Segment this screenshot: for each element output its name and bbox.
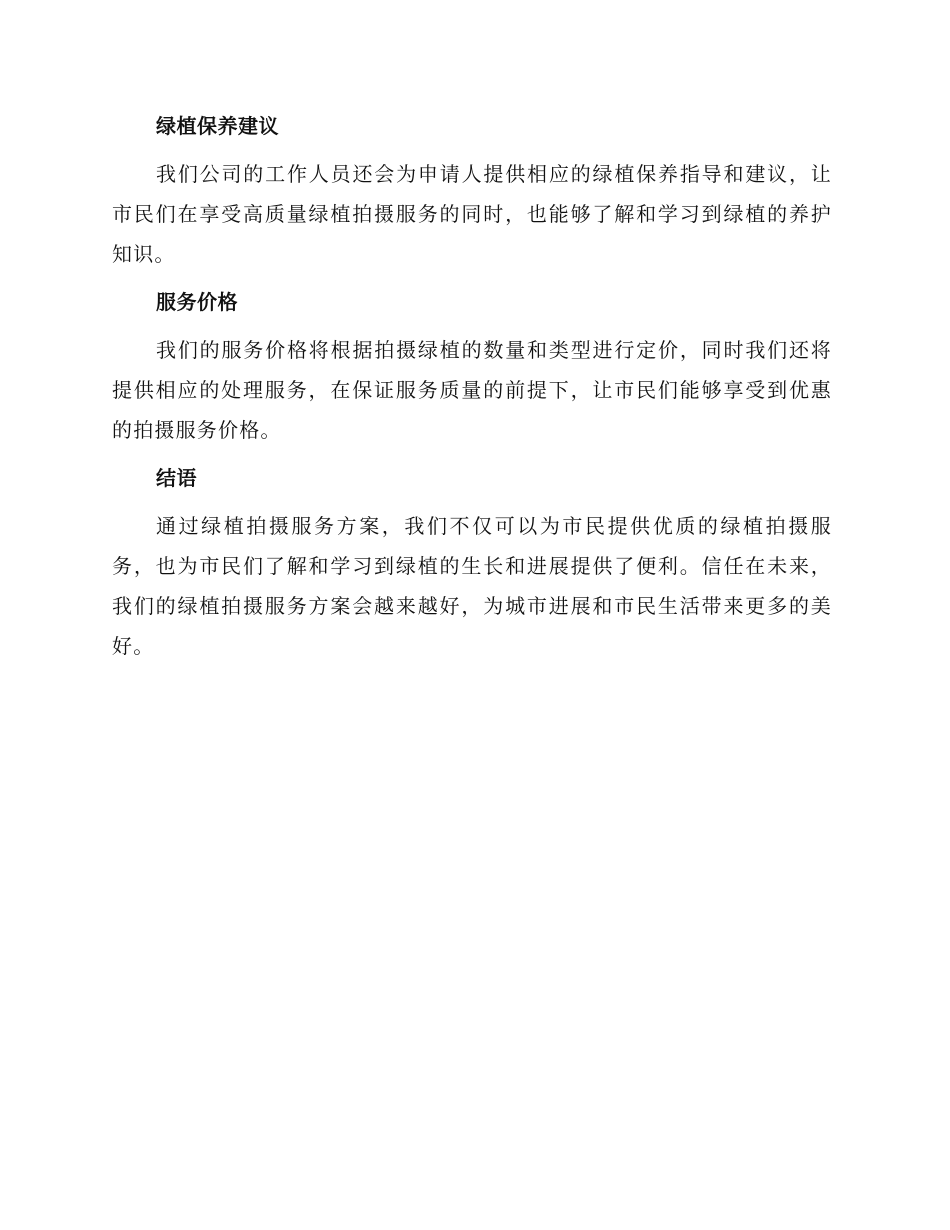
section-heading-conclusion: 结语 [156,466,197,490]
section-heading-care-advice: 绿植保养建议 [156,114,279,138]
document-body [112,106,832,674]
section-paragraph-service-price: 我们的服务价格将根据拍摄绿植的数量和类型进行定价，同时我们还将提供相应的处理服务，在保证服务质量的前提下，让市民们能够享受到优惠的拍摄服务价格。 [112,338,832,442]
section-paragraph-care-advice: 我们公司的工作人员还会为申请人提供相应的绿植保养指导和建议，让市民们在享受高质量绿植拍摄服务的同时，也能够了解和学习到绿植的养护知识。 [112,162,832,266]
section-heading-service-price: 服务价格 [156,290,238,314]
section-paragraph-conclusion: 通过绿植拍摄服务方案，我们不仅可以为市民提供优质的绿植拍摄服务，也为市民们了解和学习到绿植的生长和进展提供了便利。信任在未来，我们的绿植拍摄服务方案会越来越好，为城市进展和市民生活带来更多的美好。 [112,514,832,658]
